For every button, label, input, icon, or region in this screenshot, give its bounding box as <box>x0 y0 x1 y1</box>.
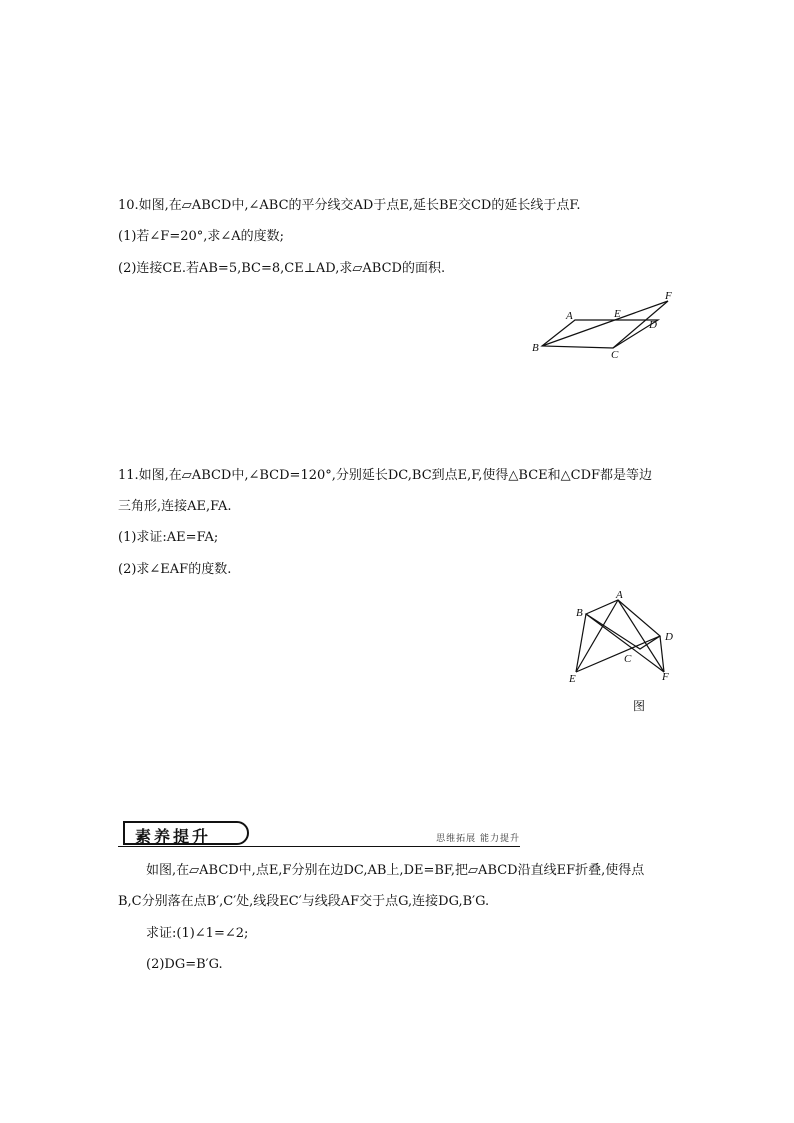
section-title: 素养提升 <box>135 827 212 846</box>
q10-label-c: C <box>611 349 619 361</box>
section-rule <box>118 846 520 847</box>
q10-label-e: E <box>614 308 621 320</box>
q11-label-c: C <box>624 653 632 665</box>
q11-figure <box>562 586 684 688</box>
q10-label-f: F <box>665 290 672 302</box>
q11-figure-caption: 图 <box>633 699 646 713</box>
q11-stem-line1: 11.如图,在▱ABCD中,∠BCD=120°,分别延长DC,BC到点E,F,使得△BCE和△CDF都是等边 <box>118 468 653 483</box>
q10-part1: (1)若∠F=20°,求∠A的度数; <box>118 229 285 244</box>
q12-line4: (2)DG=B′G. <box>146 957 223 972</box>
q11-part2: (2)求∠EAF的度数. <box>118 562 232 577</box>
q10-label-a: A <box>566 310 573 322</box>
q12-line3: 求证:(1)∠1=∠2; <box>146 926 249 941</box>
q10-line-cf <box>613 301 668 348</box>
q12-line1: 如图,在▱ABCD中,点E,F分别在边DC,AB上,DE=BF,把▱ABCD沿直线EF折叠,使得点 <box>146 863 645 878</box>
q10-figure <box>528 286 678 362</box>
q11-line-ed <box>576 636 660 672</box>
q11-label-f: F <box>662 671 669 683</box>
q11-part1: (1)求证:AE=FA; <box>118 530 219 545</box>
q11-label-a: A <box>616 589 623 601</box>
section-subtitle: 思维拓展 能力提升 <box>436 834 520 844</box>
q10-label-d: D <box>649 319 657 331</box>
section-banner <box>118 820 520 850</box>
q10-stem: 10.如图,在▱ABCD中,∠ABC的平分线交AD于点E,延长BE交CD的延长线于点F. <box>118 198 581 213</box>
section-tag <box>123 821 249 845</box>
q11-stem-line2: 三角形,连接AE,FA. <box>118 499 232 514</box>
q11-label-b: B <box>576 607 583 619</box>
q12-line2: B,C分别落在点B′,C′处,线段EC′与线段AF交于点G,连接DG,B′G. <box>118 894 490 909</box>
q11-label-d: D <box>665 631 673 643</box>
q10-part2: (2)连接CE.若AB=5,BC=8,CE⊥AD,求▱ABCD的面积. <box>118 261 446 276</box>
q11-label-e: E <box>569 673 576 685</box>
q10-label-b: B <box>532 342 539 354</box>
